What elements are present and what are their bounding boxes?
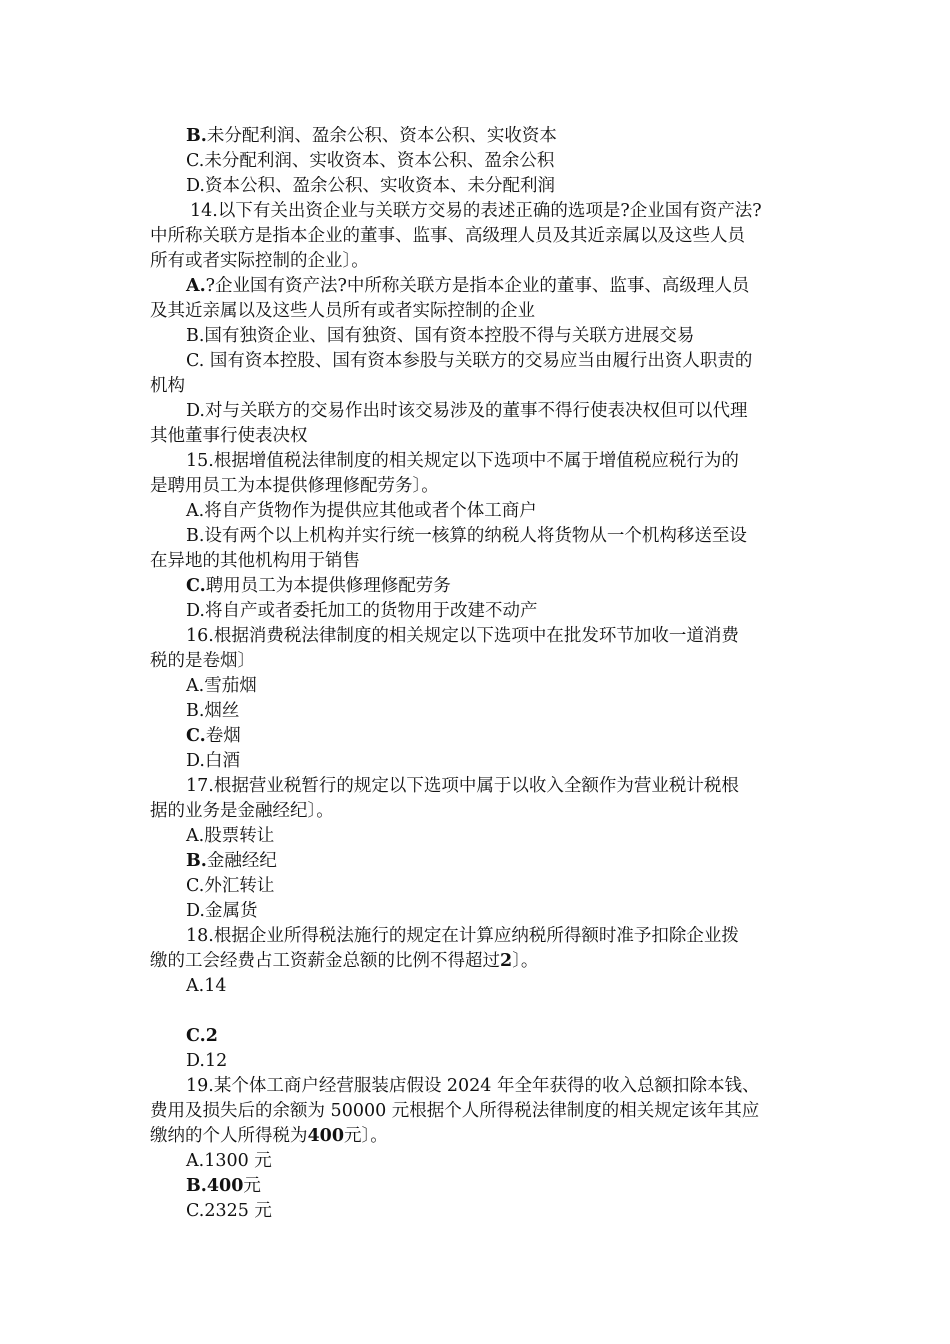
option-line: A.股票转让 — [186, 826, 275, 846]
option-line: A.14 — [186, 976, 227, 996]
option-line: D.资本公积、盈余公积、实收资本、未分配利润 — [186, 176, 555, 196]
option-line: C.2 — [186, 1026, 218, 1046]
option-line: A.1300 元 — [186, 1151, 272, 1171]
option-line: D.金属货 — [186, 901, 258, 921]
option-line: C.未分配利润、实收资本、资本公积、盈余公积 — [186, 151, 555, 171]
question-line: 所有或者实际控制的企业〕。 — [150, 251, 369, 271]
option-line: B.400元 — [186, 1176, 261, 1196]
question-line: 是聘用员工为本提供修理修配劳务〕。 — [150, 476, 439, 496]
question-line: 18.根据企业所得税法施行的规定在计算应纳税所得额时准予扣除企业拨 — [186, 926, 739, 946]
option-line: 机构 — [150, 376, 185, 396]
option-line: B.烟丝 — [186, 701, 240, 721]
option-line: C.卷烟 — [186, 726, 241, 746]
option-line: A.?企业国有资产法?中所称关联方是指本企业的董事、监事、高级理人员 — [186, 276, 750, 296]
question-line: 中所称关联方是指本企业的董事、监事、高级理人员及其近亲属以及这些人员 — [150, 226, 745, 246]
option-line: A.将自产货物作为提供应其他或者个体工商户 — [186, 501, 537, 521]
question-line: 17.根据营业税暂行的规定以下选项中属于以收入全额作为营业税计税根 — [186, 776, 739, 796]
option-line: C.外汇转让 — [186, 876, 275, 896]
option-line: C.聘用员工为本提供修理修配劳务 — [186, 576, 451, 596]
option-line: B.国有独资企业、国有独资、国有资本控股不得与关联方进展交易 — [186, 326, 695, 346]
option-line: D.将自产或者委托加工的货物用于改建不动产 — [186, 601, 538, 621]
option-line: B.金融经纪 — [186, 851, 277, 871]
option-line: D.对与关联方的交易作出时该交易涉及的董事不得行使表决权但可以代理 — [186, 401, 748, 421]
question-line: 据的业务是金融经纪〕。 — [150, 801, 334, 821]
question-line: 15.根据增值税法律制度的相关规定以下选项中不属于增值税应税行为的 — [186, 451, 739, 471]
option-line: 其他董事行使表决权 — [150, 426, 308, 446]
question-line: 税的是卷烟〕 — [150, 651, 255, 671]
option-line: 在异地的其他机构用于销售 — [150, 551, 360, 571]
option-line: C.2325 元 — [186, 1201, 272, 1221]
question-line: 14.以下有关出资企业与关联方交易的表述正确的选项是?企业国有资产法? — [190, 201, 762, 221]
question-line: 费用及损失后的余额为 50000 元根据个人所得税法律制度的相关规定该年其应 — [150, 1101, 760, 1121]
option-line: A.雪茄烟 — [186, 676, 257, 696]
option-line: D.白酒 — [186, 751, 240, 771]
option-line: D.12 — [186, 1051, 228, 1071]
question-line: 19.某个体工商户经营服装店假设 2024 年全年获得的收入总额扣除本钱、 — [186, 1076, 760, 1096]
question-line: 缴的工会经费占工资薪金总额的比例不得超过2〕。 — [150, 951, 539, 971]
question-line: 缴纳的个人所得税为400元〕。 — [150, 1126, 388, 1146]
option-line: B.未分配利润、盈余公积、资本公积、实收资本 — [186, 126, 557, 146]
option-line: 及其近亲属以及这些人员所有或者实际控制的企业 — [150, 301, 535, 321]
option-line: C. 国有资本控股、国有资本参股与关联方的交易应当由履行出资人职责的 — [186, 351, 753, 371]
question-line: 16.根据消费税法律制度的相关规定以下选项中在批发环节加收一道消费 — [186, 626, 739, 646]
option-line: B.设有两个以上机构并实行统一核算的纳税人将货物从一个机构移送至设 — [186, 526, 747, 546]
